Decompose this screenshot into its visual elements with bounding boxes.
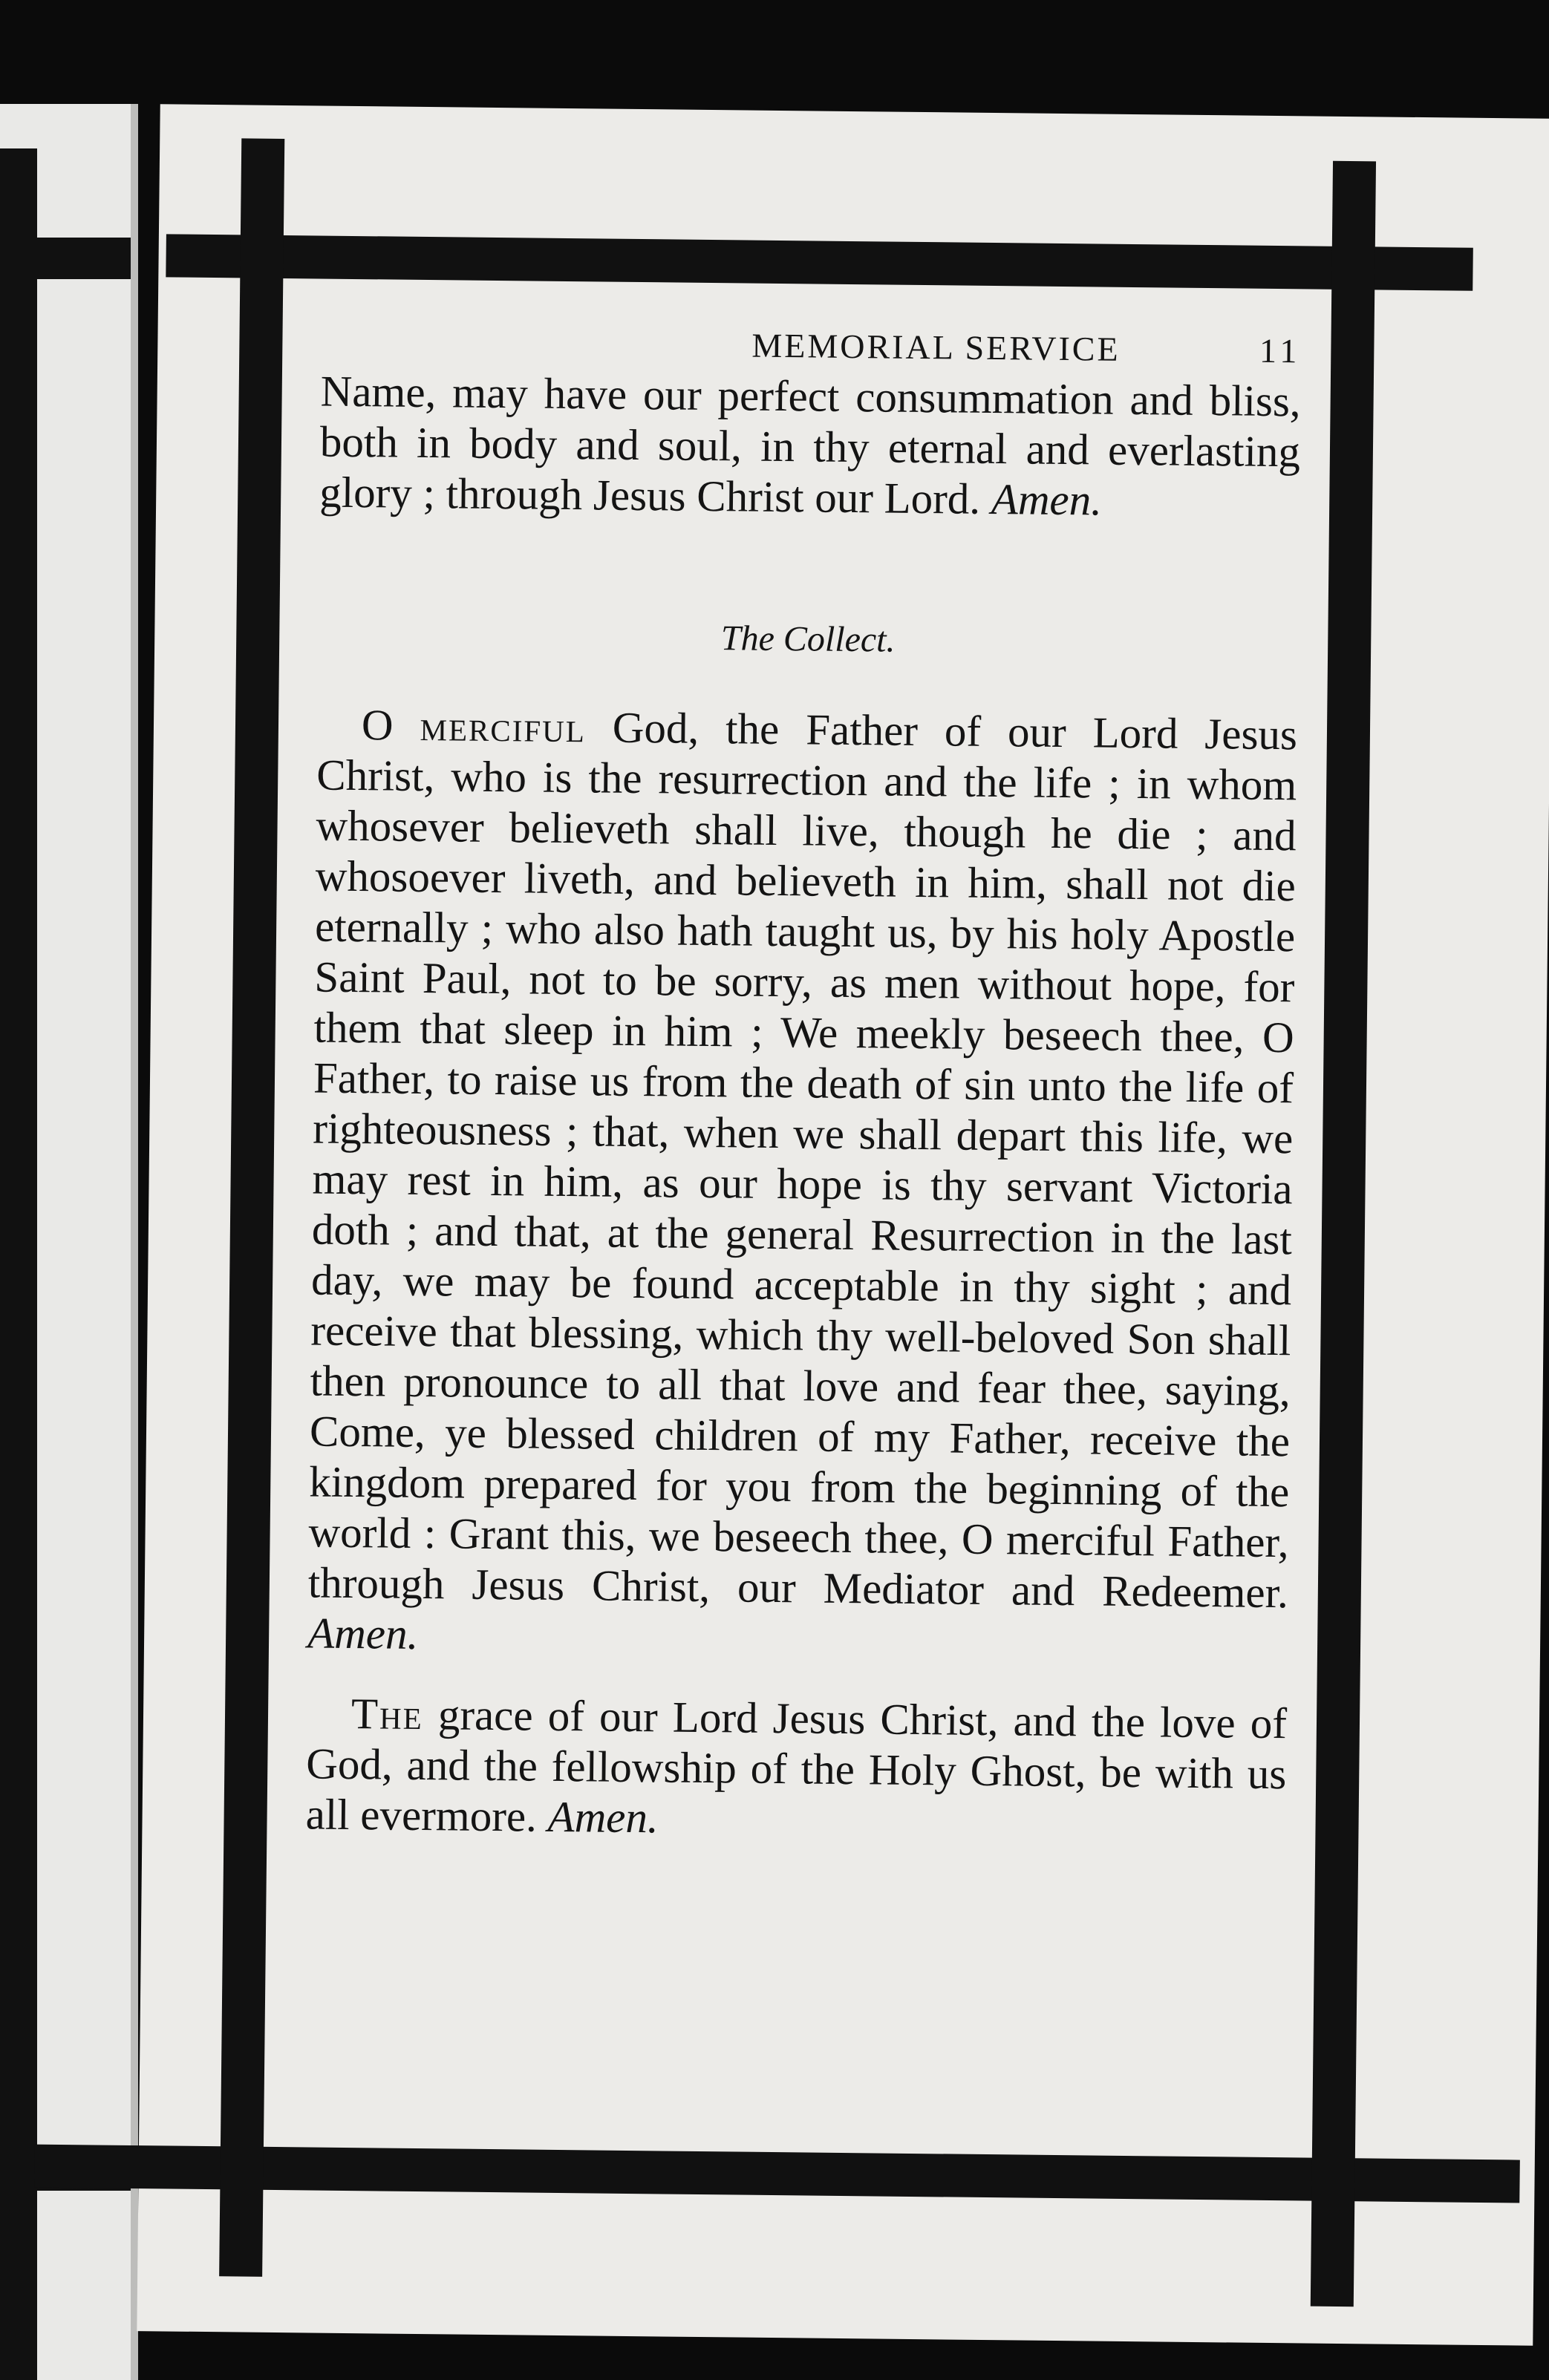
collect-amen: Amen. xyxy=(307,1608,419,1658)
mourning-border-left xyxy=(219,138,284,2276)
grace-paragraph xyxy=(305,1687,1287,1849)
page-text xyxy=(305,321,1301,1850)
grace-amen: Amen. xyxy=(547,1791,659,1843)
document-page xyxy=(137,104,1549,2346)
grace-lead-small-caps: The xyxy=(350,1689,424,1739)
collect-paragraph xyxy=(307,699,1297,1668)
collect-heading: The Collect. xyxy=(720,618,896,660)
running-title: MEMORIAL SERVICE xyxy=(751,326,1121,368)
mourning-border-top xyxy=(166,234,1473,290)
facing-page-border-top xyxy=(0,238,134,279)
collect-lead: O xyxy=(361,700,394,750)
collect-text: God, the Father of our Lord Jesus Christ, who is the resurrection and the life ; in whom whosever believeth shall live, though he die ; and whosoever liveth, and believeth in him, shall not die eternally ; who also hath taught us, by his holy Apostle Saint Paul, not to be sorry, as men without hope, for them that sleep in him ; We meekly beseech thee, O Father, to raise us from the death of sin unto the life of righteousness ; that, when we shall depart this life, we may rest in him, as our hope is thy servant Victoria doth ; and that, at the general Resurrection in the last day, we may be found acceptable in thy sight ; and receive that blessing, which thy well-beloved Son shall then pronounce to all that love and fear thee, saying, Come, ye blessed children of my Father, receive the kingdom prepared for you from the beginning of the world : Grant this, we beseech thee, O merciful Father, through Jesus Christ, our Mediator and Redeemer. xyxy=(307,702,1298,1618)
opening-paragraph xyxy=(319,366,1301,528)
mourning-border-right xyxy=(1311,161,1376,2307)
collect-lead-small-caps: merciful xyxy=(420,700,587,752)
book-spine xyxy=(131,104,138,2380)
facing-page-border xyxy=(0,148,37,2380)
opening-text: Name, may have our perfect consummation and bliss, both in body and soul, in thy eternal and everlasting glory ; through Jesus Christ our Lord. xyxy=(319,366,1301,523)
page-number: 11 xyxy=(1259,331,1302,370)
opening-amen: Amen. xyxy=(991,474,1103,525)
grace-text: grace of our Lord Jesus Christ, and the love of God, and the fellowship of the Holy Ghost, be with us all evermore. xyxy=(305,1690,1288,1841)
